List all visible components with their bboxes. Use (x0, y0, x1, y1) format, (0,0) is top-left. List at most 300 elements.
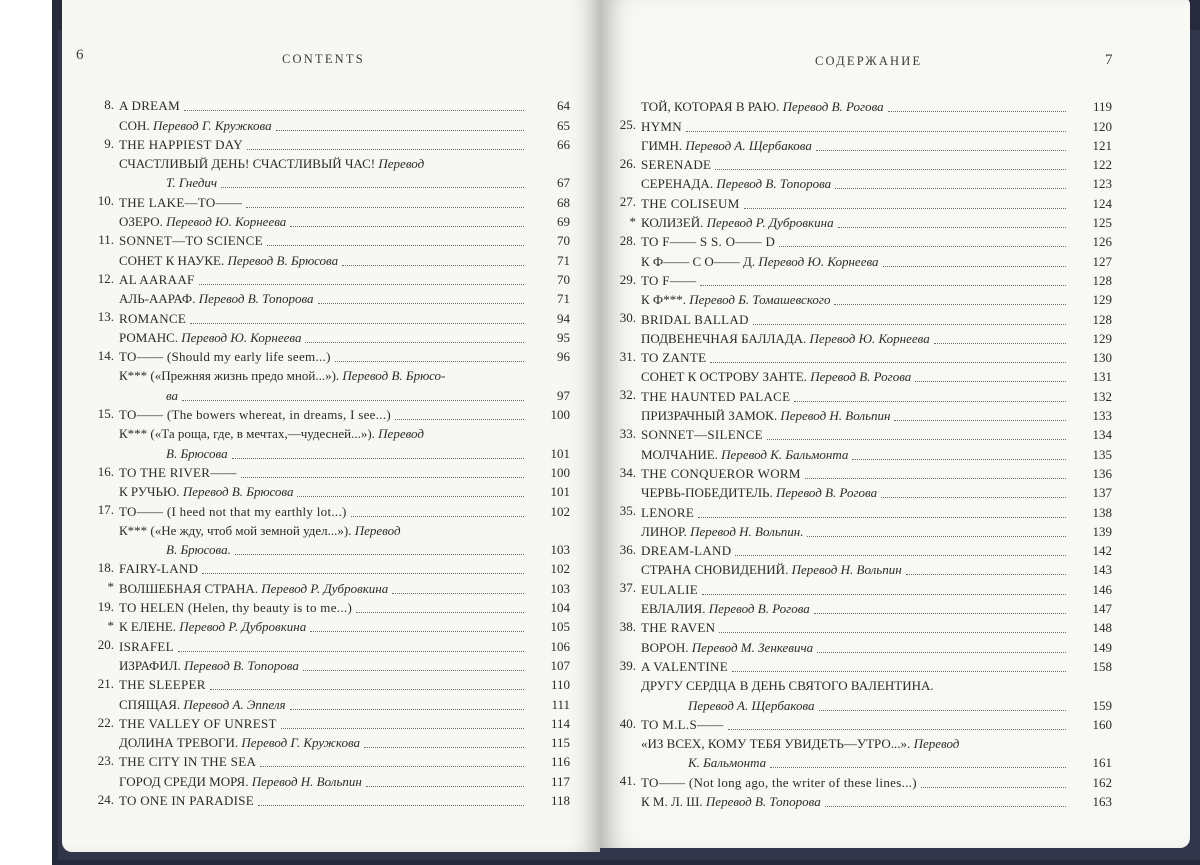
title-text: EULALIE (641, 581, 698, 597)
translator-credit: Перевод А. Щербакова (685, 137, 812, 153)
dot-leader (816, 150, 1066, 151)
toc-entry (592, 349, 1112, 368)
toc-entry (592, 619, 1112, 638)
title-text: LENORE (641, 504, 695, 520)
dot-leader (744, 208, 1066, 209)
title-text: TO—— (Should my early life seem...) (119, 349, 331, 365)
poem-title (641, 543, 731, 559)
title-text: К Ф—— С О—— Д. (641, 253, 759, 269)
title-text: THE SLEEPER (119, 677, 206, 693)
toc-entry (70, 522, 570, 541)
toc-entry (70, 174, 570, 193)
title-text: A DREAM (119, 98, 180, 114)
dot-leader (366, 786, 524, 787)
translation-title (641, 99, 884, 115)
toc-entry (70, 618, 570, 637)
dot-leader (883, 266, 1066, 267)
dot-leader (915, 381, 1066, 382)
translator-credit: Перевод А. Щербакова (688, 697, 815, 713)
entry-number: 8. (104, 97, 114, 112)
dot-leader (267, 245, 524, 246)
dot-leader (834, 304, 1066, 305)
entry-number: 23. (97, 753, 114, 769)
dot-leader (767, 439, 1066, 440)
page-ref: 101 (550, 484, 570, 500)
title-text: THE LAKE—TO—— (119, 194, 243, 210)
entry-number: 10. (97, 193, 114, 209)
toc-entry (592, 716, 1112, 735)
poem-title (119, 465, 237, 481)
dot-leader (199, 284, 524, 285)
toc-entry (592, 387, 1112, 406)
poem-title (119, 195, 242, 211)
toc-entry (592, 194, 1112, 213)
entry-number: 40. (619, 715, 636, 731)
title-text: ЛИНОР. (641, 523, 691, 539)
dot-leader (190, 323, 524, 324)
dot-leader (700, 285, 1066, 286)
dot-leader (702, 594, 1066, 595)
toc-entry (70, 541, 570, 560)
title-text: СЕРЕНАДА. (641, 176, 717, 192)
dot-leader (934, 343, 1066, 344)
title-text: ДРУГУ СЕРДЦА В ДЕНЬ СВЯТОГО ВАЛЕНТИНА. (641, 678, 934, 694)
title-text: ЕВЛАЛИЯ. (641, 601, 709, 617)
dot-leader (710, 362, 1066, 363)
title-text: К ЕЛЕНЕ. (119, 619, 180, 635)
title-text: СПЯЩАЯ. (119, 696, 184, 712)
translation-title (166, 388, 178, 404)
toc-entry (592, 658, 1112, 677)
dot-leader (819, 710, 1066, 711)
translation-title (641, 138, 812, 154)
toc-entry (592, 330, 1112, 349)
page-ref: 102 (550, 561, 570, 577)
dot-leader (276, 130, 524, 131)
translation-title (641, 736, 959, 752)
toc-entry (592, 98, 1112, 117)
translation-title (119, 426, 424, 442)
translation-title (641, 562, 902, 578)
toc-entry (70, 290, 570, 309)
translator-credit: Перевод М. Зенкевича (691, 639, 814, 655)
dot-leader (290, 709, 524, 710)
dot-leader (686, 131, 1066, 132)
translation-title (641, 292, 830, 308)
toc-entry (70, 232, 570, 251)
toc-entry (592, 542, 1112, 561)
toc-entry (592, 252, 1112, 271)
page-ref: 102 (550, 503, 570, 519)
dot-leader (210, 689, 524, 690)
translation-title (641, 215, 834, 231)
translator-credit: Перевод Н. Вольпин (780, 408, 891, 424)
translation-title (119, 253, 338, 269)
toc-entry (592, 561, 1112, 580)
translator-credit: Перевод Р. Дубровкина (261, 580, 389, 596)
translator-credit: Перевод Ю. Корнеева (181, 329, 302, 345)
toc-entry (592, 175, 1112, 194)
poem-title (119, 504, 347, 520)
toc-entry (592, 754, 1112, 773)
title-text: ЧЕРВЬ-ПОБЕДИТЕЛЬ. (641, 485, 777, 501)
title-text: К*** («Прежняя жизнь предо мной...»). (119, 368, 343, 384)
toc-entry (592, 523, 1112, 542)
toc-entry (70, 367, 570, 386)
page-ref: 130 (1092, 350, 1112, 366)
poem-title (641, 119, 682, 135)
poem-title (119, 311, 186, 327)
dot-leader (318, 303, 524, 304)
right-page (600, 0, 1190, 848)
page-ref: 103 (550, 580, 570, 596)
dot-leader (241, 477, 524, 478)
translation-title (119, 368, 445, 384)
translation-title (641, 640, 813, 656)
toc-entry (592, 368, 1112, 387)
translation-title (119, 774, 362, 790)
entry-number: 25. (619, 117, 636, 133)
page-ref: 129 (1092, 330, 1112, 346)
toc-entry (70, 792, 570, 811)
poem-title (641, 312, 749, 328)
dot-leader (303, 670, 524, 671)
toc-entry (592, 214, 1112, 233)
dot-leader (281, 728, 524, 729)
translator-credit: Т. Гнедич (166, 175, 218, 191)
page-ref: 71 (557, 252, 570, 268)
dot-leader (894, 420, 1066, 421)
page-ref: 101 (550, 445, 570, 461)
entry-number: 39. (619, 657, 636, 673)
toc-entry (70, 97, 570, 116)
entry-number: 16. (97, 463, 114, 479)
page-ref: 71 (557, 291, 570, 307)
translator-credit: Перевод К. Бальмонта (721, 446, 849, 462)
poem-title (119, 272, 195, 288)
translation-title (166, 446, 228, 462)
toc-entry (70, 734, 570, 753)
title-text: BRIDAL BALLAD (641, 311, 749, 327)
title-text: К*** («Не жду, чтоб мой земной удел...»). (119, 522, 355, 538)
poem-title (641, 775, 917, 791)
toc-entry (70, 715, 570, 734)
title-text: THE CONQUEROR WORM (641, 465, 801, 481)
dot-leader (351, 516, 524, 517)
title-text: TO F—— S S. O—— D (641, 234, 776, 250)
translation-title (641, 254, 879, 270)
toc-entry (70, 579, 570, 598)
page-ref: 124 (1092, 195, 1112, 211)
translation-title (119, 118, 272, 134)
page-ref: 163 (1092, 793, 1112, 809)
translator-credit: Перевод В. Топорова (198, 291, 314, 307)
toc-entry (70, 406, 570, 425)
entry-number: 32. (619, 387, 636, 403)
dot-leader (392, 593, 524, 594)
poem-title (641, 505, 694, 521)
dot-leader (825, 806, 1066, 807)
title-text: ГИМН. (641, 137, 686, 153)
toc-entry (592, 272, 1112, 291)
title-text: ПРИЗРАЧНЫЙ ЗАМОК. (641, 408, 781, 424)
entry-number: 36. (619, 541, 636, 557)
page-ref: 160 (1092, 716, 1112, 732)
translator-credit: Перевод Ю. Корнеева (758, 253, 879, 269)
translation-title (119, 581, 388, 597)
toc-entry (592, 407, 1112, 426)
toc-entry (70, 444, 570, 463)
dot-leader (202, 573, 524, 574)
dot-leader (732, 671, 1066, 672)
poem-title (119, 233, 263, 249)
translator-credit: Перевод В. Топорова (716, 176, 832, 192)
dot-leader (835, 188, 1066, 189)
poem-title (641, 196, 740, 212)
toc-entry (70, 637, 570, 656)
entry-number: 26. (619, 155, 636, 171)
page-ref: 100 (550, 464, 570, 480)
title-text: СЧАСТЛИВЫЙ ДЕНЬ! СЧАСТЛИВЫЙ ЧАС! (119, 156, 379, 172)
page-ref: 106 (550, 638, 570, 654)
title-text: THE CITY IN THE SEA (119, 754, 257, 770)
toc-entry (70, 676, 570, 695)
title-text: TO ONE IN PARADISE (119, 792, 255, 808)
dot-leader (290, 226, 524, 227)
title-text: ВОРОН. (641, 639, 692, 655)
title-text: РОМАНС. (119, 329, 182, 345)
poem-title (119, 793, 254, 809)
page-ref: 111 (551, 696, 570, 712)
toc-entry (592, 117, 1112, 136)
dot-leader (807, 536, 1066, 537)
title-text: ISRAFEL (119, 638, 174, 654)
translator-credit: Перевод В. Рогова (776, 485, 878, 501)
toc-entry (70, 348, 570, 367)
translation-title (688, 755, 766, 771)
dot-leader (728, 729, 1066, 730)
title-text: AL AARAAF (119, 271, 195, 287)
poem-title (641, 350, 706, 366)
page-ref: 162 (1092, 774, 1112, 790)
contents-list (592, 98, 1112, 812)
dot-leader (753, 324, 1066, 325)
page-ref: 100 (550, 407, 570, 423)
toc-entry (592, 735, 1112, 754)
title-text: ИЗРАФИЛ. (119, 657, 185, 673)
poem-title (641, 427, 763, 443)
entry-number: 28. (619, 233, 636, 249)
dot-leader (770, 767, 1066, 768)
page-ref: 105 (550, 619, 570, 635)
page-ref: 127 (1092, 253, 1112, 269)
translator-credit: Перевод Н. Вольпин. (690, 523, 804, 539)
dot-leader (698, 517, 1066, 518)
dot-leader (184, 110, 524, 111)
entry-number: 14. (97, 347, 114, 363)
page-ref: 116 (550, 754, 570, 770)
poem-title (641, 582, 698, 598)
toc-entry (592, 484, 1112, 503)
poem-title (641, 389, 790, 405)
toc-entry (592, 137, 1112, 156)
page-ref: 121 (1092, 137, 1112, 153)
title-text: A VALENTINE (641, 658, 728, 674)
page-ref: 66 (557, 136, 570, 152)
translation-title (641, 524, 803, 540)
dot-leader (805, 478, 1066, 479)
poem-title (119, 407, 391, 423)
title-text: ОЗЕРО. (119, 214, 167, 230)
toc-entry (592, 310, 1112, 329)
page-ref: 95 (557, 329, 570, 345)
entry-number: 35. (619, 503, 636, 519)
title-text: СТРАНА СНОВИДЕНИЙ. (641, 562, 792, 578)
title-text: TO ZANTE (641, 350, 707, 366)
poem-title (119, 349, 331, 365)
translator-credit: Перевод Н. Вольпин (791, 562, 902, 578)
translation-title (641, 485, 877, 501)
dot-leader (232, 458, 524, 459)
toc-entry (592, 580, 1112, 599)
dot-leader (794, 401, 1066, 402)
entry-asterisk: * (629, 213, 636, 229)
toc-entry (70, 155, 570, 174)
dot-leader (906, 574, 1066, 575)
page-ref: 125 (1092, 215, 1112, 231)
toc-entry (592, 600, 1112, 619)
page-ref: 132 (1092, 388, 1112, 404)
translation-title (641, 678, 934, 694)
title-text: TO—— (I heed not that my earthly lot...) (119, 503, 347, 519)
dot-leader (921, 787, 1066, 788)
toc-entry (592, 638, 1112, 657)
dot-leader (817, 652, 1066, 653)
dot-leader (356, 612, 524, 613)
translator-credit: Перевод В. Топорова (705, 793, 821, 809)
entry-number: 33. (619, 426, 636, 442)
title-text: SONNET—TO SCIENCE (119, 233, 263, 249)
translation-title (119, 619, 306, 635)
title-text: КОЛИЗЕЙ. (641, 215, 707, 231)
title-text: ROMANCE (119, 310, 187, 326)
title-text: SERENADE (641, 157, 712, 173)
translation-title (641, 176, 831, 192)
entry-number: 13. (97, 309, 114, 325)
entry-number: 38. (619, 619, 636, 635)
toc-entry (70, 271, 570, 290)
page-ref: 97 (557, 387, 570, 403)
page-ref: 119 (1092, 99, 1112, 115)
title-text: THE COLISEUM (641, 195, 740, 211)
dot-leader (258, 805, 524, 806)
translator-credit: Перевод Г. Кружкова (152, 117, 272, 133)
dot-leader (342, 265, 524, 266)
toc-entry (70, 464, 570, 483)
translation-title (119, 697, 286, 713)
page-ref: 107 (550, 657, 570, 673)
poem-title (119, 754, 256, 770)
title-text: ДОЛИНА ТРЕВОГИ. (119, 735, 242, 751)
entry-number: 30. (619, 310, 636, 326)
dot-leader (310, 631, 524, 632)
page-ref: 138 (1092, 504, 1112, 520)
title-text: TO HELEN (Helen, thy beauty is to me...) (119, 600, 353, 616)
dot-leader (247, 149, 524, 150)
page-number: 7 (1105, 52, 1113, 68)
page-ref: 139 (1092, 523, 1112, 539)
poem-title (641, 620, 715, 636)
poem-title (119, 639, 174, 655)
page-ref: 136 (1092, 465, 1112, 481)
toc-entry (70, 425, 570, 444)
title-text: К РУЧЬЮ. (119, 484, 183, 500)
toc-entry (592, 445, 1112, 464)
toc-entry (70, 116, 570, 135)
dot-leader (260, 766, 524, 767)
page-ref: 65 (557, 117, 570, 133)
translator-credit: Перевод Ю. Корнеева (166, 214, 287, 230)
page-ref: 148 (1092, 620, 1112, 636)
translation-title (641, 447, 848, 463)
toc-entry (70, 695, 570, 714)
translator-credit: Перевод (378, 156, 425, 172)
contents-list (70, 97, 570, 811)
translator-credit: Перевод Б. Томашевского (689, 292, 831, 308)
poem-title (641, 157, 711, 173)
toc-entry (70, 329, 570, 348)
page-ref: 131 (1092, 369, 1112, 385)
toc-entry (592, 233, 1112, 252)
poem-title (119, 716, 277, 732)
page-ref: 149 (1092, 639, 1112, 655)
page-ref: 120 (1092, 118, 1112, 134)
translation-title (641, 601, 810, 617)
translation-title (166, 542, 231, 558)
page-ref: 135 (1092, 446, 1112, 462)
page-ref: 64 (557, 98, 570, 114)
poem-title (641, 717, 724, 733)
page-ref: 159 (1092, 697, 1112, 713)
translator-credit: Перевод В. Рогова (782, 99, 884, 115)
dot-leader (779, 246, 1066, 247)
toc-entry (592, 696, 1112, 715)
translator-credit: В. Брюсова (166, 445, 228, 461)
translation-title (119, 658, 299, 674)
poem-title (641, 273, 696, 289)
title-text: FAIRY-LAND (119, 561, 199, 577)
dot-leader (182, 400, 524, 401)
translator-credit: Перевод В. Рогова (708, 601, 810, 617)
translator-credit: Перевод В. Топорова (184, 657, 299, 673)
entry-number: 17. (97, 502, 114, 518)
translation-title (641, 331, 930, 347)
dot-leader (395, 419, 524, 420)
page-ref: 67 (557, 175, 570, 191)
title-text: HYMN (641, 118, 682, 134)
translation-title (166, 175, 217, 191)
page-ref: 122 (1092, 157, 1112, 173)
title-text: ВОЛШЕБНАЯ СТРАНА. (119, 580, 262, 596)
toc-entry (592, 677, 1112, 696)
page-ref: 114 (550, 715, 570, 731)
toc-entry (592, 465, 1112, 484)
title-text: TO M.L.S—— (641, 716, 724, 732)
translator-credit: Перевод Р. Дубровкина (179, 619, 307, 635)
dot-leader (297, 496, 524, 497)
page-ref: 128 (1092, 311, 1112, 327)
title-text: К*** («Та роща, где, в мечтах,—чудесней...»). (119, 426, 379, 442)
